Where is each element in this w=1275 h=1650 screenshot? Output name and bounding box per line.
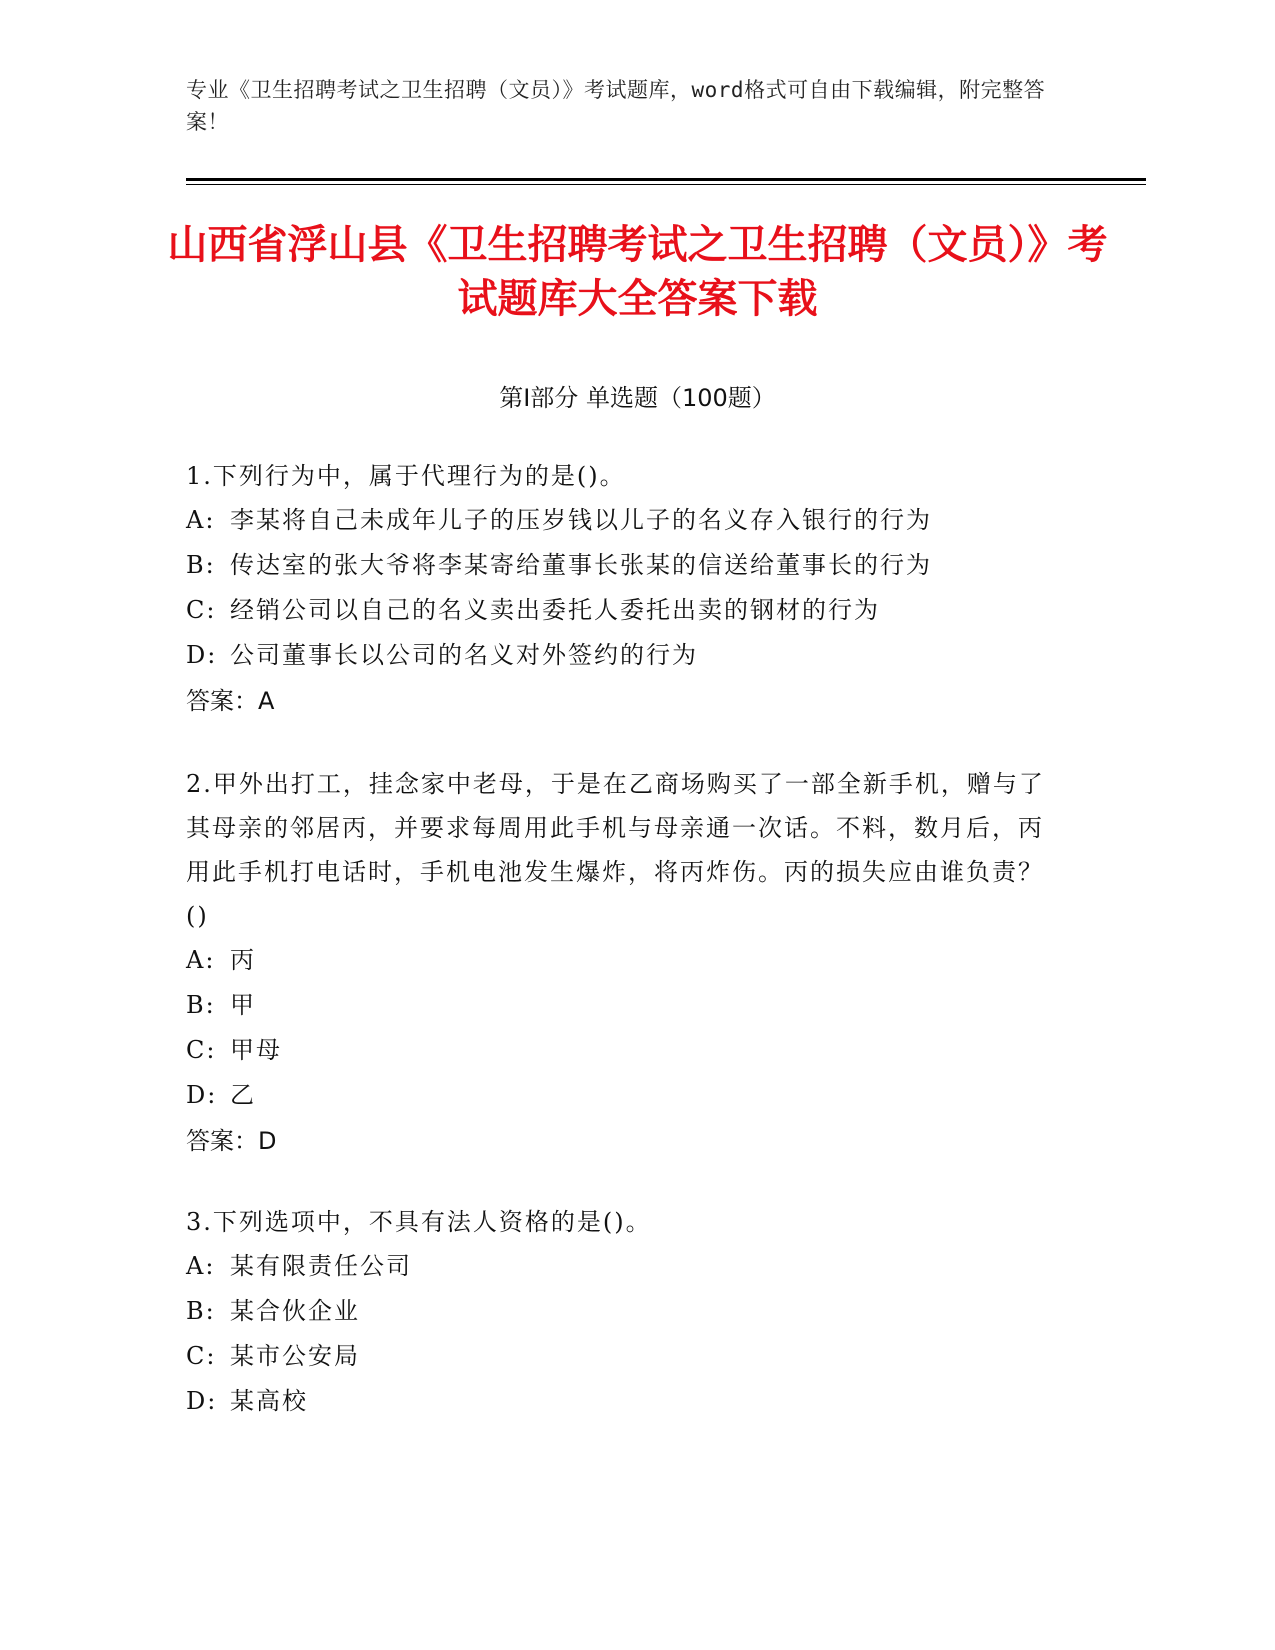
option-letter: D: [186,1081,218,1109]
option-letter: C: [186,1036,217,1064]
option-letter: D: [186,1387,218,1415]
option-text: 甲母 [230,1036,282,1064]
option-text: 李某将自己未成年儿子的压岁钱以儿子的名义存入银行的行为 [230,506,932,534]
option-text: 经销公司以自己的名义卖出委托人委托出卖的钢材的行为 [230,596,880,624]
question-2 [186,762,1066,1164]
header-rule-thin [186,184,1146,185]
question-stem: 1.下列行为中，属于代理行为的是()。 [186,462,626,490]
option-letter: C: [186,596,217,624]
option-letter: A: [186,506,216,534]
option-letter: A: [186,1252,216,1280]
option-text: 丙 [230,946,256,974]
header-note: 专业《卫生招聘考试之卫生招聘（文员）》考试题库，word格式可自由下载编辑，附完整答案！ [186,78,1046,134]
option-letter: B: [186,991,216,1019]
option-c [186,1028,1066,1073]
option-c [186,588,1066,633]
option-letter: B: [186,1297,216,1325]
option-text: 传达室的张大爷将李某寄给董事长张某的信送给董事长的行为 [230,551,932,579]
option-text: 某合伙企业 [230,1297,360,1325]
option-b [186,1289,1066,1334]
question-stem: 2.甲外出打工，挂念家中老母，于是在乙商场购买了一部全新手机，赠与了其母亲的邻居丙，并要求每周用此手机与母亲通一次话。不料，数月后，丙用此手机打电话时，手机电池发生爆炸，将丙炸伤。丙的损失应由谁负责？() [186,770,1045,930]
option-letter: D: [186,641,218,669]
document-title: 山西省浮山县《卫生招聘考试之卫生招聘（文员）》考试题库大全答案下载 [167,222,1108,322]
option-a [186,1244,1066,1289]
header-rule-thick [186,178,1146,181]
option-c [186,1334,1066,1379]
answer-line: 答案：A [186,687,275,715]
option-text: 乙 [230,1081,256,1109]
question-3 [186,1200,1066,1424]
answer-line: 答案：D [186,1127,277,1155]
option-text: 甲 [230,991,256,1019]
option-d [186,1379,1066,1424]
option-text: 某有限责任公司 [230,1252,412,1280]
question-stem: 3.下列选项中，不具有法人资格的是()。 [186,1208,652,1236]
option-b [186,983,1066,1028]
option-text: 公司董事长以公司的名义对外签约的行为 [230,641,698,669]
option-letter: B: [186,551,216,579]
option-b [186,543,1066,588]
option-d [186,1073,1066,1118]
question-1 [186,454,1066,724]
option-a [186,498,1066,543]
option-d [186,633,1066,678]
option-text: 某市公安局 [230,1342,360,1370]
section-heading: 第Ⅰ部分 单选题（100题） [499,384,776,412]
option-letter: C: [186,1342,217,1370]
option-letter: A: [186,946,216,974]
option-a [186,938,1066,983]
option-text: 某高校 [230,1387,308,1415]
